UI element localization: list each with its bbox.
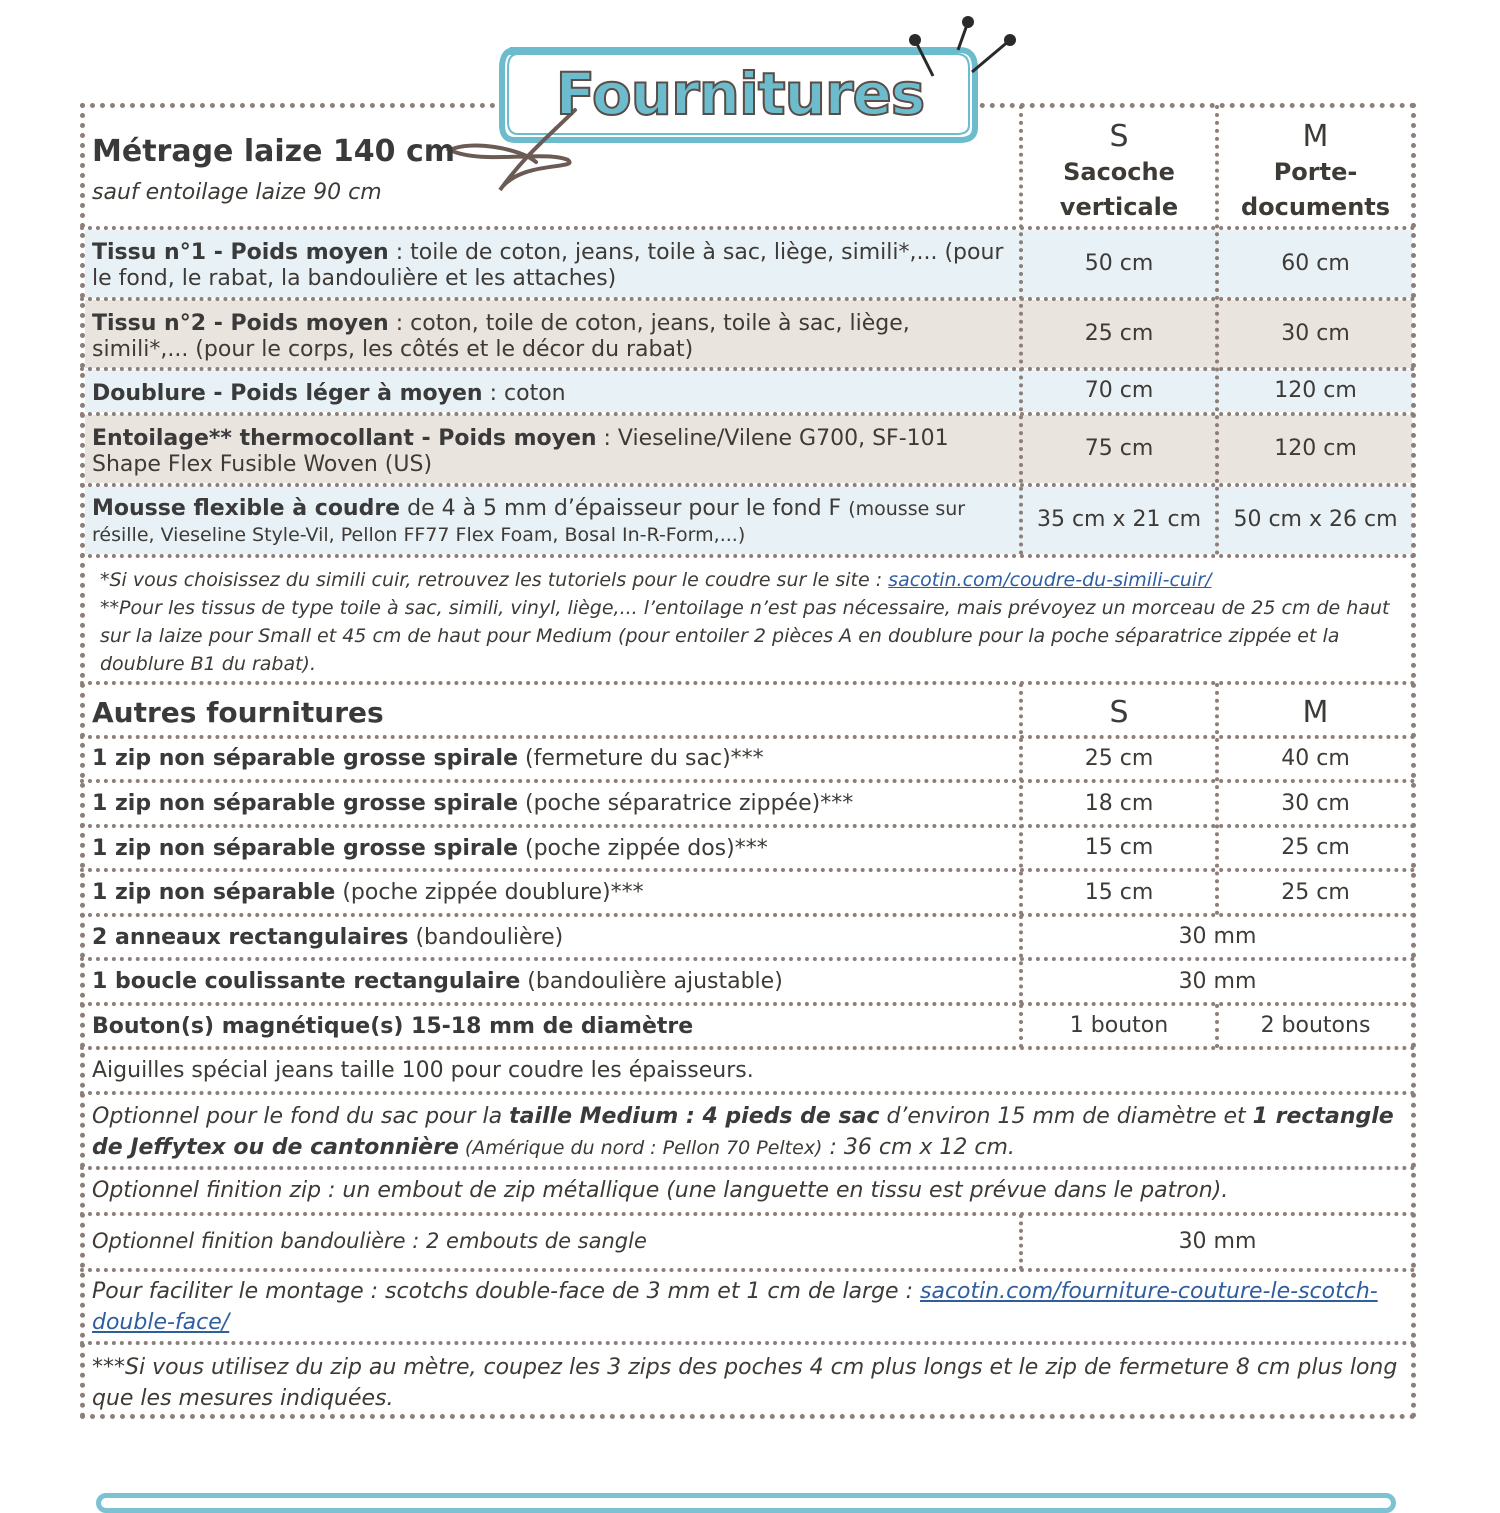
value-m: 50 cm x 26 cm [1233,507,1398,532]
table-row: 1 zip non séparable grosse spirale (poche zippée dos)*** [92,836,768,861]
table-row: 1 zip non séparable grosse spirale (poche séparatrice zippée)*** [92,791,854,816]
table-row: Entoilage** thermocollant - Poids moyen : Vieseline/Vilene G700, SF-101 Shape Flex Fusible Woven (US) [92,426,949,477]
model-name: documents [1240,193,1391,221]
table-row: Tissu n°1 - Poids moyen : toile de coton, jeans, toile à sac, liège, simili*,... (pour le fond, le rabat, la bandoulière et les attaches) [92,240,1004,291]
value-both: 30 mm [1178,924,1257,949]
model-name: Sacoche [1063,158,1175,186]
divider [80,1091,1416,1095]
divider [80,1341,1416,1345]
value-s: 15 cm [1084,835,1154,860]
table-row: 1 zip non séparable grosse spirale (fermeture du sac)*** [92,746,764,771]
value-m: 120 cm [1274,436,1357,461]
tutorial-link[interactable]: sacotin.com/coudre-du-simili-cuir/ [888,569,1212,591]
optionnel-zip: Optionnel finition zip : un embout de zip métallique (une languette en tissu est prévue dans le patron). [92,1178,1229,1203]
size-label: S [1109,119,1129,154]
value-s: 35 cm x 21 cm [1036,507,1202,532]
value-m: 120 cm [1274,378,1357,403]
size-label: M [1302,119,1329,154]
value-m: 30 cm [1281,790,1350,816]
metrage-subheading: sauf entoilage laize 90 cm [92,180,382,205]
note: *Si vous choisissez du simili cuir, retrouvez les tutoriels pour le coudre sur le site : sacotin.com/coudre-du-simili-cuir/ **Pour les tissus de type toile à sac, simili, vinyl, liège,... l’entoilage n’est pas nécessaire, mais prévoyez un morceau de 25 cm de haut sur la laize pour Small et 45 cm de haut pour Medium (pour entoiler 2 pièces A en doublure pour la poche séparatrice zippée et la doublure B1 du rabat). [100,566,1400,678]
value-m: 60 cm [1281,251,1350,276]
divider [80,1166,1416,1170]
next-section-frame [96,1493,1396,1513]
divider [80,1268,1416,1272]
page-title: Fournitures [555,60,925,128]
value-m: 40 cm [1281,746,1350,771]
value-s: 75 cm [1084,436,1154,461]
value-m: 2 boutons [1260,1013,1371,1038]
value-s: 70 cm [1084,378,1154,403]
footnote: ***Si vous utilisez du zip au mètre, coupez les 3 zips des poches 4 cm plus longs et le zip de fermeture 8 cm plus long que les mesures indiquées. [92,1355,1398,1411]
column-header-m [1219,118,1412,226]
value-s: 18 cm [1084,790,1154,816]
table-row: Mousse flexible à coudre de 4 à 5 mm d’épaisseur pour le fond F (mousse sur résille, Vieseline Style-Vil, Pellon FF77 Flex Foam, Bosal In-R-Form,...) [92,496,966,546]
metrage-heading: Métrage laize 140 cm [92,134,456,169]
table-row: Bouton(s) magnétique(s) 15-18 mm de diamètre [92,1014,694,1039]
value-s: 25 cm [1084,746,1154,771]
scotch-link[interactable]: sacotin.com/fourniture-couture-le-scotch-double-face/ [92,1279,1378,1335]
table-row: 2 anneaux rectangulaires (bandoulière) [92,925,564,950]
table-row: 1 boucle coulissante rectangulaire (bandoulière ajustable) [92,969,783,994]
value-s: 25 cm [1084,321,1154,346]
note-text: **Pour les tissus de type toile à sac, simili, vinyl, liège,... l’entoilage n’est pas nécessaire, mais prévoyez un morceau de 25 cm de haut sur la laize pour Small et 45 cm de haut pour Medium (pour entoiler 2 pièces A en doublure pour la poche séparatrice zippée et la doublure B1 du rabat). [100,597,1390,675]
optionnel-bandouliere: Optionnel finition bandoulière : 2 embouts de sangle [92,1229,647,1253]
table-row: 1 zip non séparable (poche zippée doublure)*** [92,880,644,905]
column-header-s [1023,118,1215,226]
table-row: Tissu n°2 - Poids moyen : coton, toile de coton, jeans, toile à sac, liège, simili*,... (pour le corps, les côtés et le décor du rabat) [92,311,910,362]
value-s: 1 bouton [1069,1013,1169,1038]
model-name: Porte- [1273,158,1358,186]
value-both: 30 mm [1178,968,1257,994]
value-m: 30 cm [1281,321,1350,346]
column-header-m: M [1302,695,1329,730]
aiguilles-text: Aiguilles spécial jeans taille 100 pour coudre les épaisseurs. [92,1058,754,1083]
scotch-text: Pour faciliter le montage : scotchs double-face de 3 mm et 1 cm de large : sacotin.com/fourniture-couture-le-scotch-double-face/ [92,1279,1378,1335]
model-name: verticale [1059,193,1179,221]
value-s: 50 cm [1084,251,1154,276]
value-m: 25 cm [1281,879,1350,905]
optionnel-fond: Optionnel pour le fond du sac pour la taille Medium : 4 pieds de sac d’environ 15 mm de diamètre et 1 rectangle de Jeffytex ou de cantonnière (Amérique du nord : Pellon 70 Peltex) : 36 cm x 12 cm. [92,1104,1394,1160]
table-row: Doublure - Poids léger à moyen : coton [92,381,566,406]
value-m: 25 cm [1281,835,1350,860]
value-both: 30 mm [1178,1229,1257,1254]
value-s: 15 cm [1084,879,1154,905]
autres-heading: Autres fournitures [92,696,384,729]
column-header-s: S [1109,695,1129,730]
